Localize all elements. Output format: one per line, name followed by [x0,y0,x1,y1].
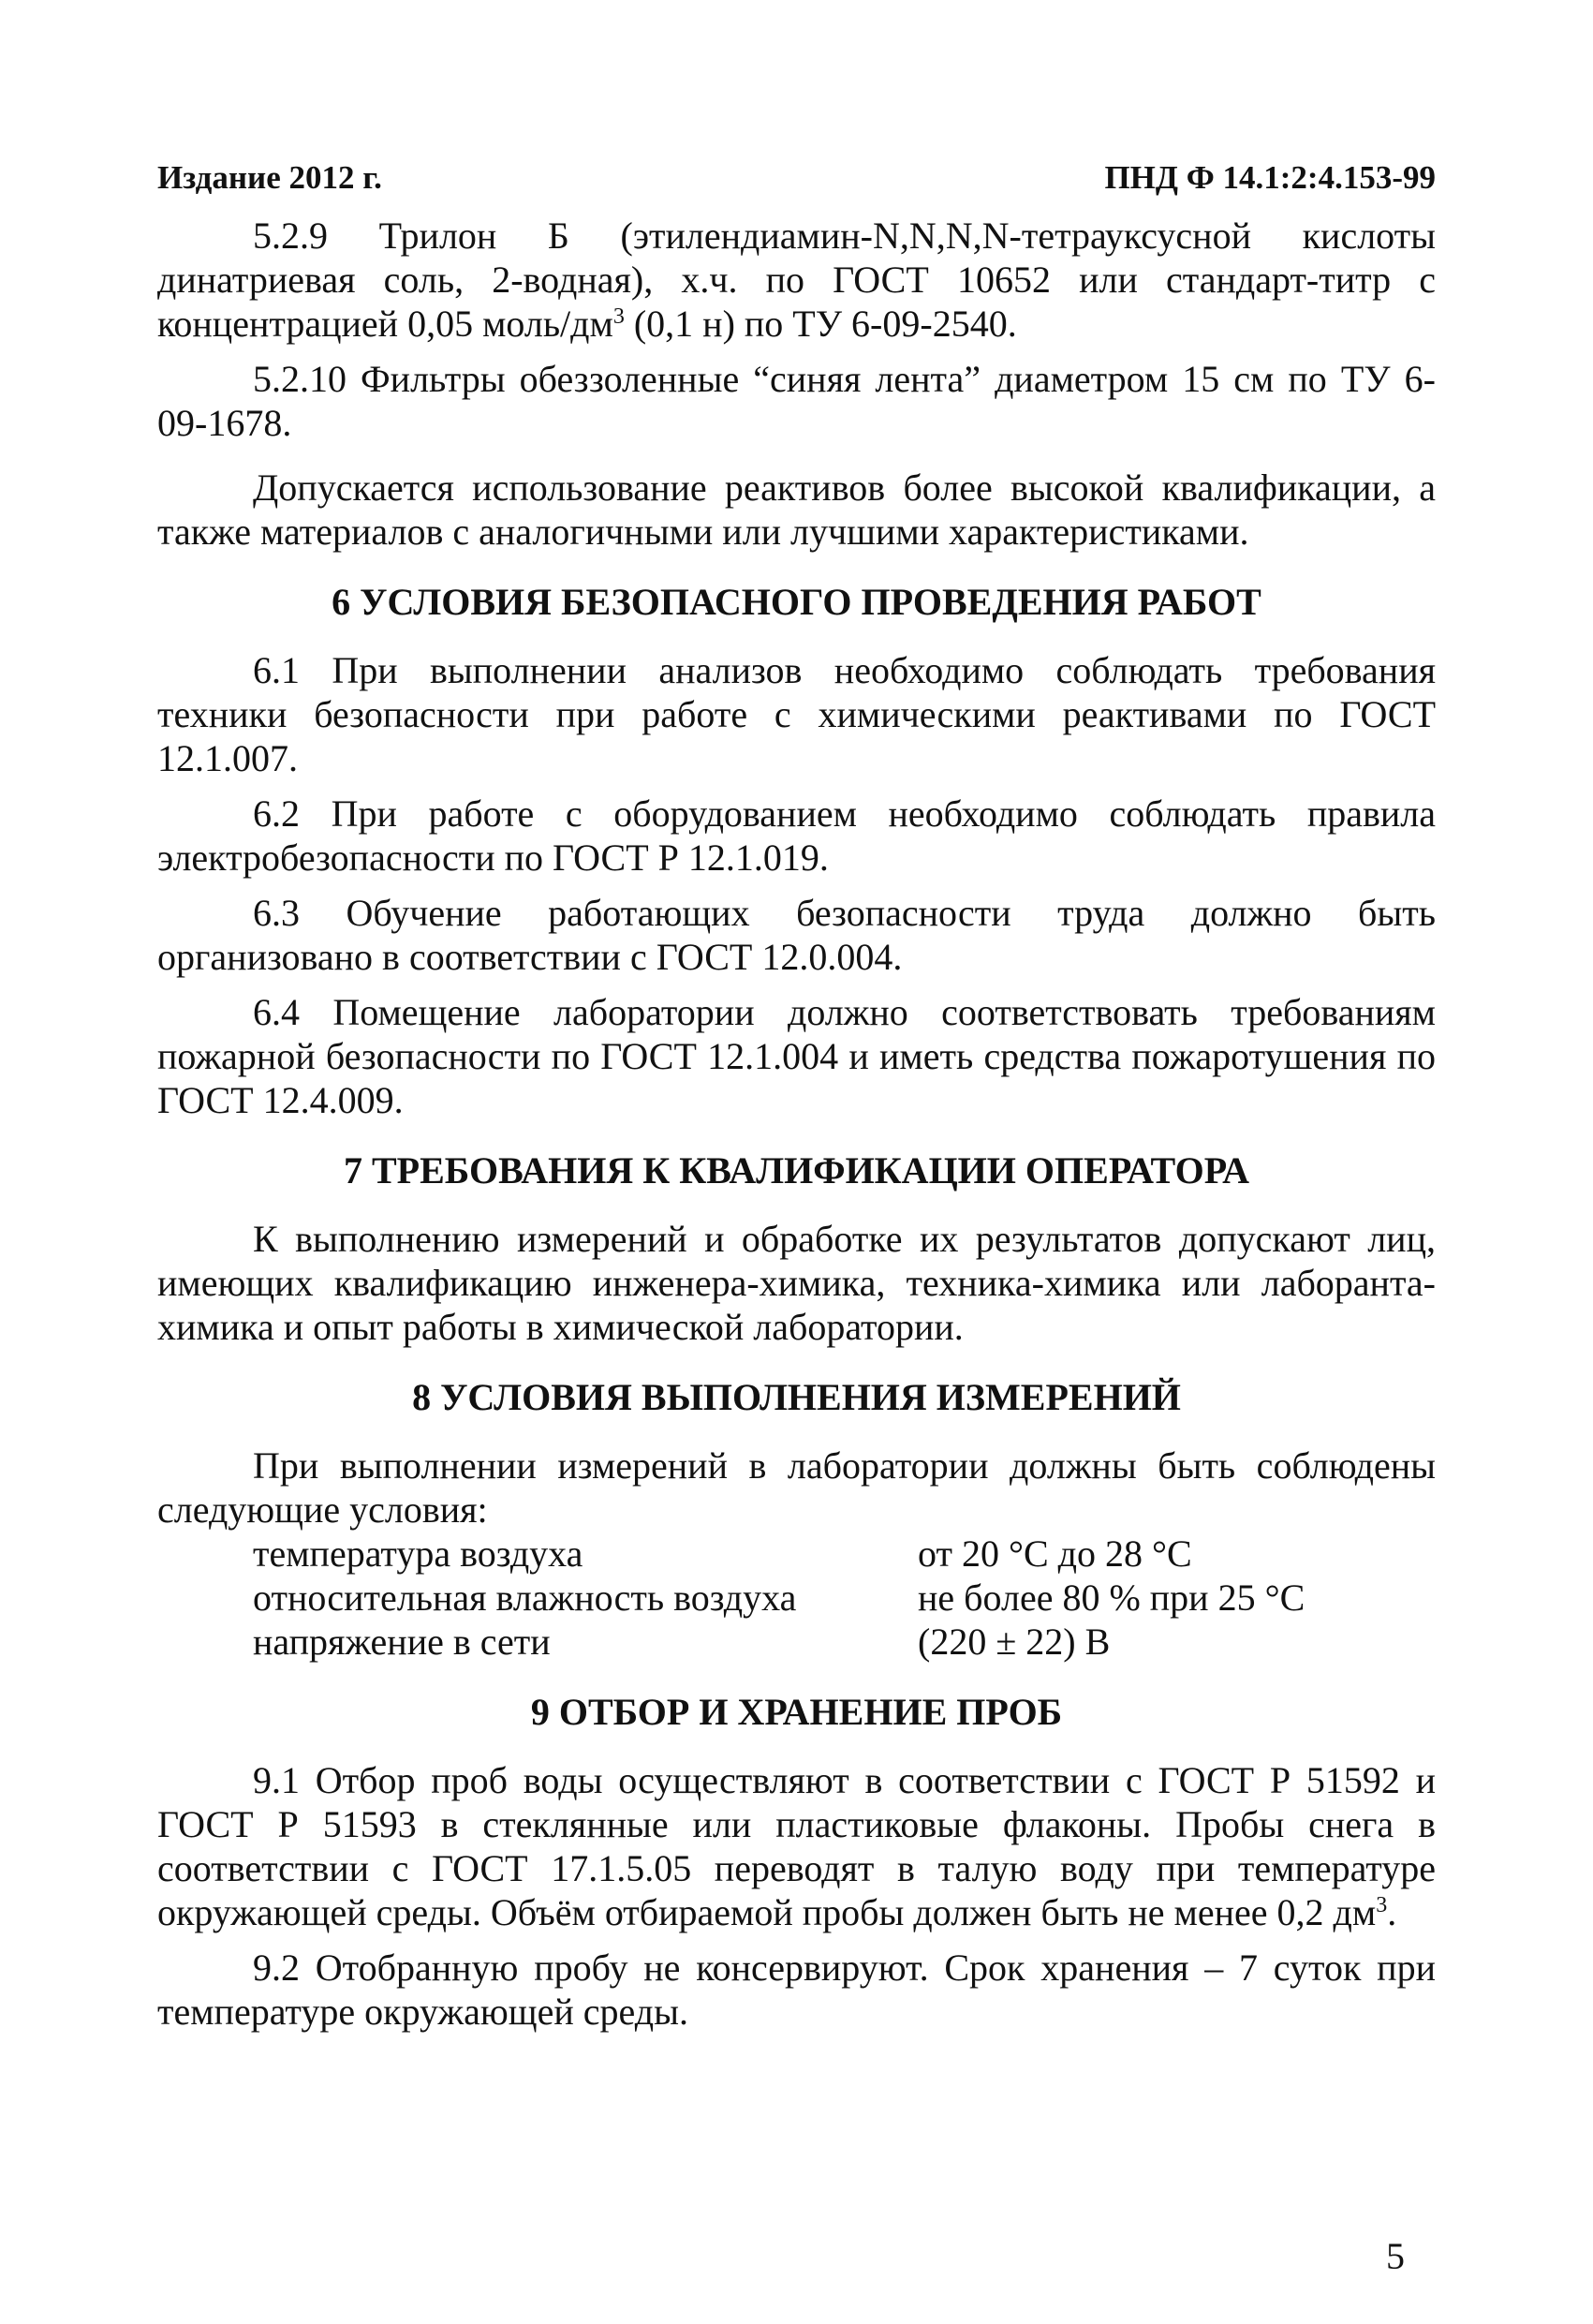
condition-name: напряжение в сети [253,1621,551,1663]
section-9-title: 9 ОТБОР И ХРАНЕНИЕ ПРОБ [530,1691,1063,1733]
superscript-3: 3 [612,304,625,329]
condition-name: относительная влажность воздуха [253,1576,797,1619]
superscript-3: 3 [1376,1893,1388,1917]
section-6-title: 6 УСЛОВИЯ БЕЗОПАСНОГО ПРОВЕДЕНИЯ РАБОТ [332,581,1261,623]
page-header [157,159,1436,197]
condition-row [253,1532,1436,1576]
condition-value: (220 ± 22) В [918,1621,1111,1663]
document-page [157,159,1436,2034]
section-8-title: 8 УСЛОВИЯ ВЫПОЛНЕНИЯ ИЗМЕРЕНИЙ [412,1376,1181,1418]
paragraph-8-intro: При выполнении измерений в лаборатории должны быть соблюдены следующие условия: [157,1444,1436,1531]
paragraph-6-1: 6.1 При выполнении анализов необходимо соблюдать требования техники безопасности при работе с химическими реактивами по ГОСТ 12.1.007. [157,649,1436,779]
document-code: ПНД Ф 14.1:2:4.153-99 [1104,159,1436,196]
paragraph-9-2: 9.2 Отобранную пробу не консервируют. Срок хранения – 7 суток при температуре окружающей среды. [157,1947,1436,2033]
paragraph-5-2-9: 5.2.9 Трилон Б (этилендиамин-N,N,N,N-тетрауксусной кислоты динатриевая соль, 2-водная), х.ч. по ГОСТ 10652 или стандарт-титр с концентрацией 0,05 моль/$дм^3$ (0,1 н) по ТУ 6-09-2540. [157,215,1436,345]
condition-row [253,1576,1436,1620]
condition-value: не более 80 % при 25 °С [918,1576,1305,1619]
edition-label: Издание 2012 г. [157,159,382,196]
paragraph-6-3: 6.3 Обучение работающих безопасности труда должно быть организовано в соответствии с ГОСТ 12.0.004. [157,892,1436,978]
paragraph-7: К выполнению измерений и обработке их результатов допускают лиц, имеющих квалификацию инженера-химика, техника-химика или лаборанта-химика и опыт работы в химической лаборатории. [157,1218,1436,1348]
paragraph-6-2: 6.2 При работе с оборудованием необходимо соблюдать правила электробезопасности по ГОСТ Р 12.1.019. [157,792,1436,879]
condition-name: температура воздуха [253,1532,583,1575]
paragraph-9-1: 9.1 Отбор проб воды осуществляют в соответствии с ГОСТ Р 51592 и ГОСТ Р 51593 в стеклянные или пластиковые флаконы. Пробы снега в соответствии с ГОСТ 17.1.5.05 переводят в талую воду при температуре окружающей среды. Объём отбираемой пробы должен быть не менее 0,2 $дм^3$. [157,1759,1436,1933]
section-7-title: 7 ТРЕБОВАНИЯ К КВАЛИФИКАЦИИ ОПЕРАТОРА [344,1149,1249,1192]
paragraph-5-2-10: 5.2.10 Фильтры обеззоленные “синяя лента” диаметром 15 см по ТУ 6-09-1678. [157,358,1436,444]
page-number: 5 [1386,2235,1405,2277]
conditions-table [253,1532,1436,1664]
condition-row [253,1620,1436,1664]
paragraph-6-4: 6.4 Помещение лаборатории должно соответствовать требованиям пожарной безопасности по ГОСТ 12.1.004 и иметь средства пожаротушения по ГОСТ 12.4.009. [157,991,1436,1121]
paragraph-reagents-note: Допускается использование реактивов более высокой квалификации, а также материалов с аналогичными или лучшими характеристиками. [157,466,1436,553]
condition-value: от 20 °С до 28 °С [918,1532,1192,1575]
